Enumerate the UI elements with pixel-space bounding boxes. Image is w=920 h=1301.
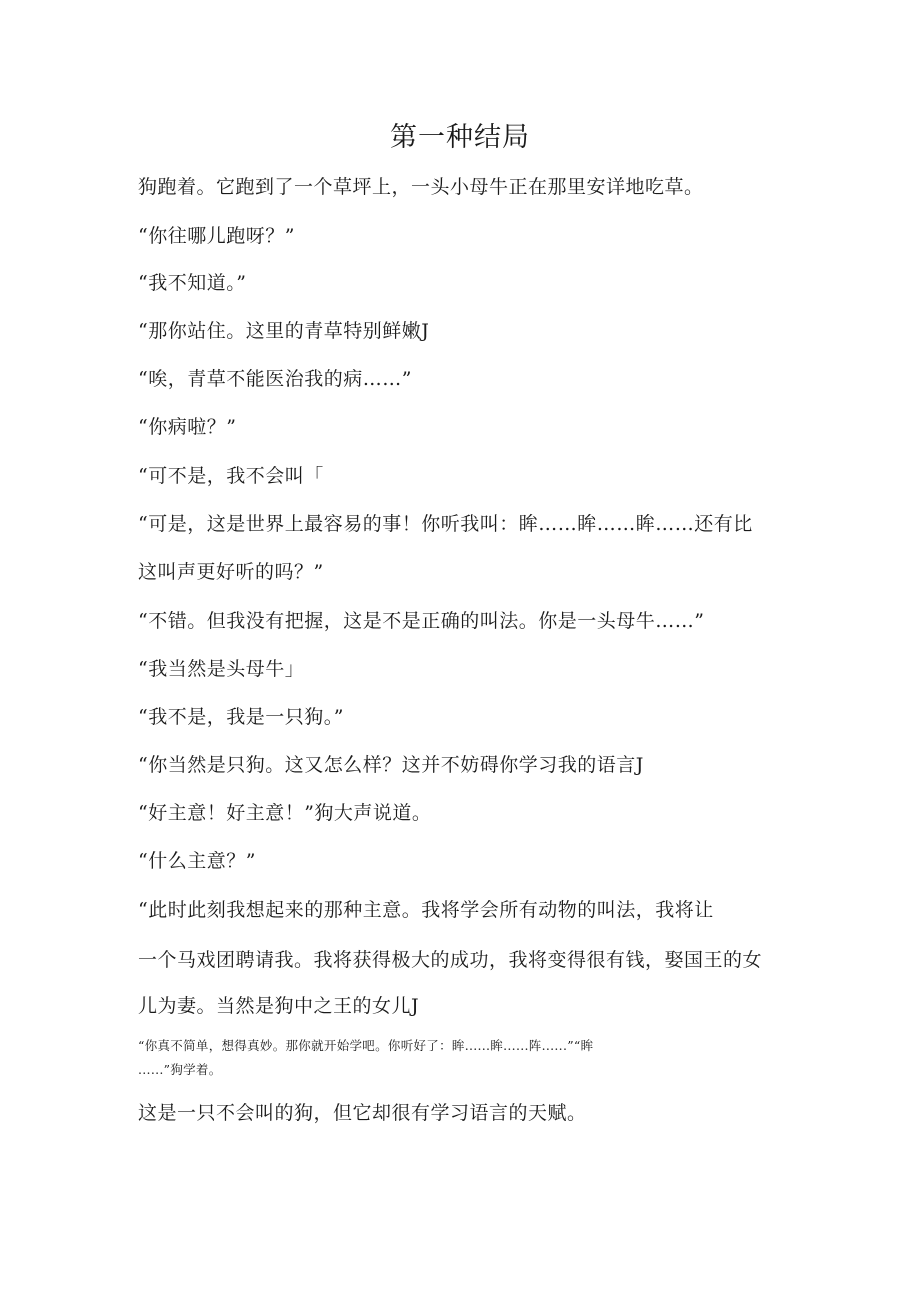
paragraph-line: “你当然是只狗。这又怎么样？这并不妨碍你学习我的语言J [138,754,644,776]
paragraph-line: “我当然是头母牛」 [138,658,305,680]
paragraph-line: 狗跑着。它跑到了一个草坪上，一头小母牛正在那里安详地吃草。 [138,176,704,198]
paragraph-line: 儿为妻。当然是狗中之王的女儿J [138,995,420,1017]
paragraph-line: “好主意！好主意！”狗大声说道。 [138,802,432,824]
paragraph-line: “你往哪儿跑呀？” [138,225,295,247]
paragraph-line: “那你站住。这里的青草特别鲜嫩J [138,320,430,342]
paragraph-line: 这叫声更好听的吗？” [138,561,324,583]
paragraph-line: “此时此刻我想起来的那种主意。我将学会所有动物的叫法，我将让 [138,899,714,921]
paragraph-line: “可不是，我不会叫「 [138,465,324,487]
paragraph-line: “什么主意？” [138,850,256,872]
paragraph-line: “我不是，我是一只狗。” [138,706,344,728]
paragraph-line: 一个马戏团聘请我。我将获得极大的成功，我将变得很有钱，娶国王的女 [138,949,763,971]
paragraph-line: “不错。但我没有把握，这是不是正确的叫法。你是一头母牛……” [138,610,705,632]
paragraph-line: “可是，这是世界上最容易的事！你听我叫：眸……眸……眸……还有比 [138,513,753,535]
document-title: 第一种结局 [390,122,530,153]
small-paragraph-line: ......”狗学着。 [138,1062,222,1077]
paragraph-line: “你病啦？” [138,416,237,438]
paragraph-line: “我不知道。” [138,272,247,294]
small-paragraph-line: “你真不简单，想得真妙。那你就开始学吧。你听好了：眸......眸......阵......”“眸 [138,1038,594,1053]
closing-line: 这是一只不会叫的狗，但它却很有学习语言的天赋。 [138,1102,587,1124]
paragraph-line: “唉，青草不能医治我的病……” [138,368,412,390]
